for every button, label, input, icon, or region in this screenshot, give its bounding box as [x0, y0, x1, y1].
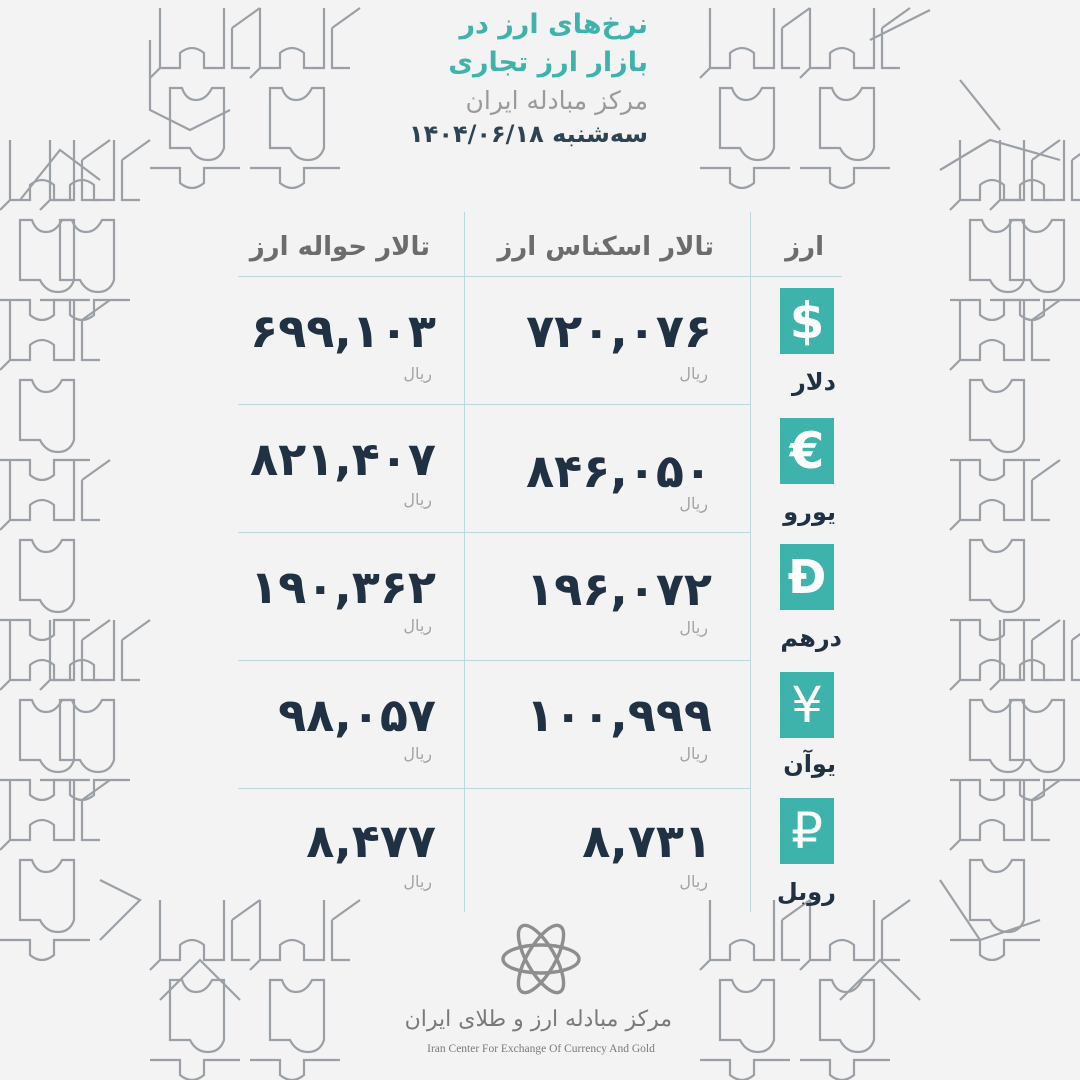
unit-label: ریال	[403, 744, 432, 763]
transfer-rate: ۶۹۹,۱۰۳	[250, 304, 436, 358]
row-divider	[238, 276, 842, 277]
ruble-icon: ₽	[780, 798, 834, 864]
transfer-rate: ۹۸,۰۵۷	[278, 688, 436, 742]
logo	[404, 915, 672, 1065]
unit-label: ریال	[679, 872, 708, 891]
row-divider	[238, 404, 750, 405]
currency-name-dirham: درهم	[780, 624, 842, 652]
column-divider	[464, 212, 465, 912]
unit-label: ریال	[403, 490, 432, 509]
cash-rate: ۱۹۶,۰۷۲	[526, 562, 712, 616]
dirham-icon: Đ	[780, 544, 834, 610]
transfer-rate: ۸۲۱,۴۰۷	[250, 432, 436, 486]
dollar-icon: $	[780, 288, 834, 354]
unit-label: ریال	[403, 616, 432, 635]
cash-rate: ۷۲۰,۰۷۶	[526, 304, 712, 358]
logo-emblem-icon	[493, 915, 589, 1003]
date: سه‌شنبه ۱۴۰۴/۰۶/۱۸	[409, 120, 648, 148]
unit-label: ریال	[679, 618, 708, 637]
logo-name-persian: مرکز مبادله ارز و طلای ایران	[404, 1007, 672, 1032]
yuan-icon: ¥	[780, 672, 834, 738]
logo-name-english: Iran Center For Exchange Of Currency And Gold	[427, 1043, 655, 1055]
column-header-transfer: تالار حواله ارز	[249, 232, 430, 262]
transfer-rate: ۱۹۰,۳۶۲	[250, 560, 436, 614]
column-header-cash: تالار اسکناس ارز	[497, 232, 714, 262]
unit-label: ریال	[403, 364, 432, 383]
column-divider	[750, 212, 751, 912]
euro-icon: €	[780, 418, 834, 484]
title-line-1: نرخ‌های ارز در	[459, 9, 648, 40]
title-line-2: بازار ارز تجاری	[448, 47, 648, 78]
transfer-rate: ۸,۴۷۷	[306, 814, 436, 868]
currency-name-yuan: یوآن	[783, 750, 836, 778]
rates-table	[238, 212, 842, 912]
header	[380, 6, 648, 150]
row-divider	[238, 660, 750, 661]
subtitle: مرکز مبادله ایران	[465, 86, 648, 115]
cash-rate: ۱۰۰,۹۹۹	[526, 688, 712, 742]
unit-label: ریال	[403, 872, 432, 891]
currency-name-euro: یورو	[783, 498, 836, 526]
currency-name-ruble: روبل	[776, 878, 836, 906]
column-header-currency: ارز	[785, 232, 824, 262]
unit-label: ریال	[679, 744, 708, 763]
cash-rate: ۸,۷۳۱	[582, 814, 712, 868]
row-divider	[238, 532, 750, 533]
currency-name-dollar: دلار	[791, 368, 836, 396]
row-divider	[238, 788, 750, 789]
cash-rate: ۸۴۶,۰۵۰	[526, 444, 712, 498]
unit-label: ریال	[679, 494, 708, 513]
unit-label: ریال	[679, 364, 708, 383]
